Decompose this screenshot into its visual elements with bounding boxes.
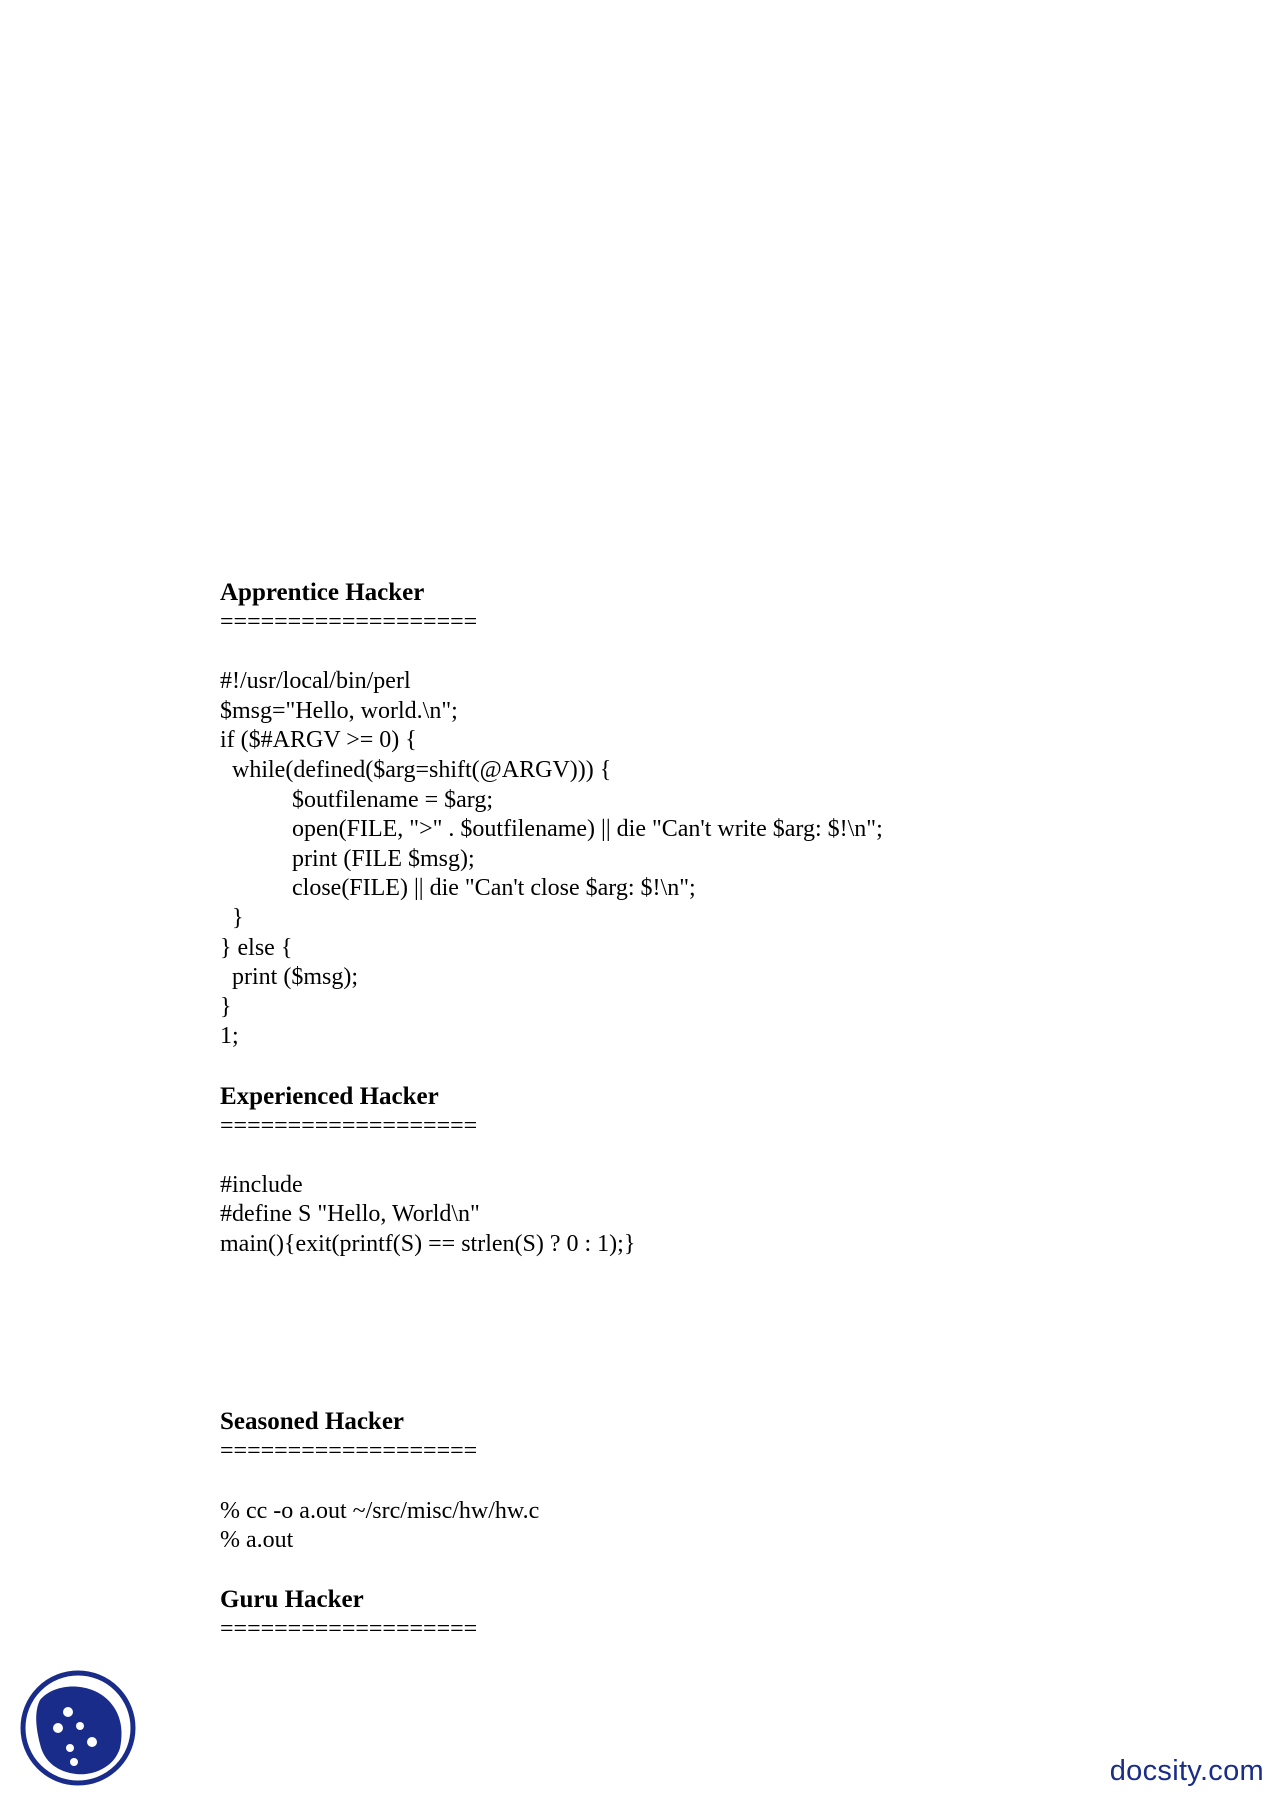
code-line: open(FILE, ">" . $outfilename) || die "Can't write $arg: $!\n"; [220,816,883,843]
section-title: Seasoned Hacker [220,1408,405,1436]
code-line: % a.out [220,1527,294,1554]
section-title: Experienced Hacker [220,1082,439,1110]
code-line: close(FILE) || die "Can't close $arg: $!\n"; [220,875,696,902]
document-body [220,578,1200,1645]
code-line: #!/usr/local/bin/perl [220,668,411,695]
code-line: } [220,993,232,1020]
section-rule: =================== [220,1616,478,1643]
section-title: Guru Hacker [220,1586,364,1614]
code-line: $msg="Hello, world.\n"; [220,697,458,724]
section-apprentice-hacker [220,578,1200,1052]
code-line: $outfilename = $arg; [220,786,494,813]
code-line: while(defined($arg=shift(@ARGV))) { [220,756,612,783]
code-line: main(){exit(printf(S) == strlen(S) ? 0 : 1);} [220,1230,636,1257]
code-line: print ($msg); [220,964,358,991]
section-rule: =================== [220,609,478,635]
section-guru-hacker [220,1585,1200,1645]
code-line: 1; [220,1023,239,1050]
code-line: #include [220,1171,303,1198]
section-seasoned-hacker [220,1407,1200,1555]
brand-link[interactable]: docsity.com [1109,1755,1264,1787]
code-line: #define S "Hello, World\n" [220,1201,480,1228]
code-line: print (FILE $msg); [220,845,475,872]
section-experienced-hacker [220,1082,1200,1260]
docsity-logo-icon [20,1670,136,1786]
code-line: % cc -o a.out ~/src/misc/hw/hw.c [220,1497,540,1524]
code-line: } [220,904,244,931]
section-rule: =================== [220,1438,478,1465]
code-line: } else { [220,934,293,961]
section-title: Apprentice Hacker [220,579,425,606]
code-line: if ($#ARGV >= 0) { [220,727,417,754]
section-rule: =================== [220,1112,478,1139]
